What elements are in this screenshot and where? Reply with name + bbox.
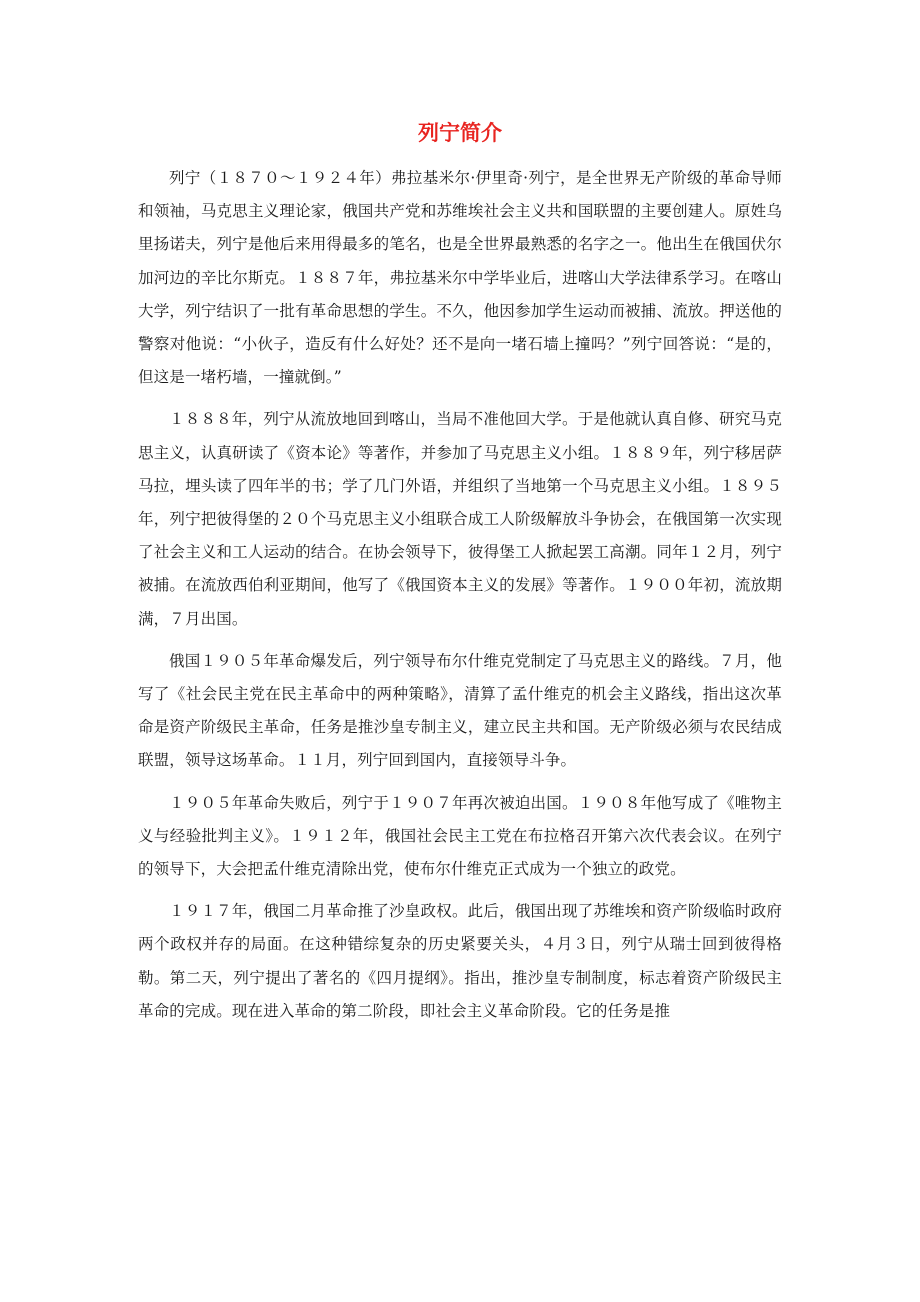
paragraph: 列宁（１８７０～１９２４年）弗拉基米尔·伊里奇·列宁，是全世界无产阶级的革命导师和领袖，马克思主义理论家，俄国共产党和苏维埃社会主义共和国联盟的主要创建人。原姓乌里扬诺夫，列宁是他后来用得最多的笔名，也是全世界最熟悉的名字之一。他出生在俄国伏尔加河边的辛比尔斯克。１８８７年，弗拉基米尔中学毕业后，进喀山大学法律系学习。在喀山大学，列宁结识了一批有革命思想的学生。不久，他因参加学生运动而被捕、流放。押送他的警察对他说：“小伙子，造反有什么好处？还不是向一堵石墙上撞吗？”列宁回答说：“是的，但这是一堵朽墙，一撞就倒。” (138, 169, 782, 387)
paragraph: １９０５年革命失败后，列宁于１９０７年再次被迫出国。１９０８年他写成了《唯物主义与经验批判主义》。１９１２年，俄国社会民主工党在布拉格召开第六次代表会议。在列宁的领导下，大会把孟什维克清除出党，使布尔什维克正式成为一个独立的政党。 (138, 793, 782, 879)
document-title: 列宁简介 (418, 120, 502, 145)
paragraph: １８８８年，列宁从流放地回到喀山，当局不准他回大学。于是他就认真自修、研究马克思主义，认真研读了《资本论》等著作，并参加了马克思主义小组。１８８９年，列宁移居萨马拉，埋头读了四年半的书；学了几门外语，并组织了当地第一个马克思主义小组。１８９５年，列宁把彼得堡的２０个马克思主义小组联合成工人阶级解放斗争协会，在俄国第一次实现了社会主义和工人运动的结合。在协会领导下，彼得堡工人掀起罢工高潮。同年１２月，列宁被捕。在流放西伯利亚期间，他写了《俄国资本主义的发展》等著作。１９００年初，流放期满，７月出国。 (138, 410, 782, 628)
document-body (138, 162, 782, 1037)
paragraph: １９１７年，俄国二月革命推了沙皇政权。此后，俄国出现了苏维埃和资产阶级临时政府两个政权并存的局面。在这种错综复杂的历史紧要关头，４月３日，列宁从瑞士回到彼得格勒。第二天，列宁提出了著名的《四月提纲》。指出，推沙皇专制制度，标志着资产阶级民主革命的完成。现在进入革命的第二阶段，即社会主义革命阶段。它的任务是推 (138, 902, 782, 1020)
paragraph: 俄国１９０５年革命爆发后，列宁领导布尔什维克党制定了马克思主义的路线。７月，他写了《社会民主党在民主革命中的两种策略》，清算了孟什维克的机会主义路线，指出这次革命是资产阶级民主革命，任务是推沙皇专制主义，建立民主共和国。无产阶级必须与农民结成联盟，领导这场革命。１１月，列宁回到国内，直接领导斗争。 (138, 651, 782, 770)
